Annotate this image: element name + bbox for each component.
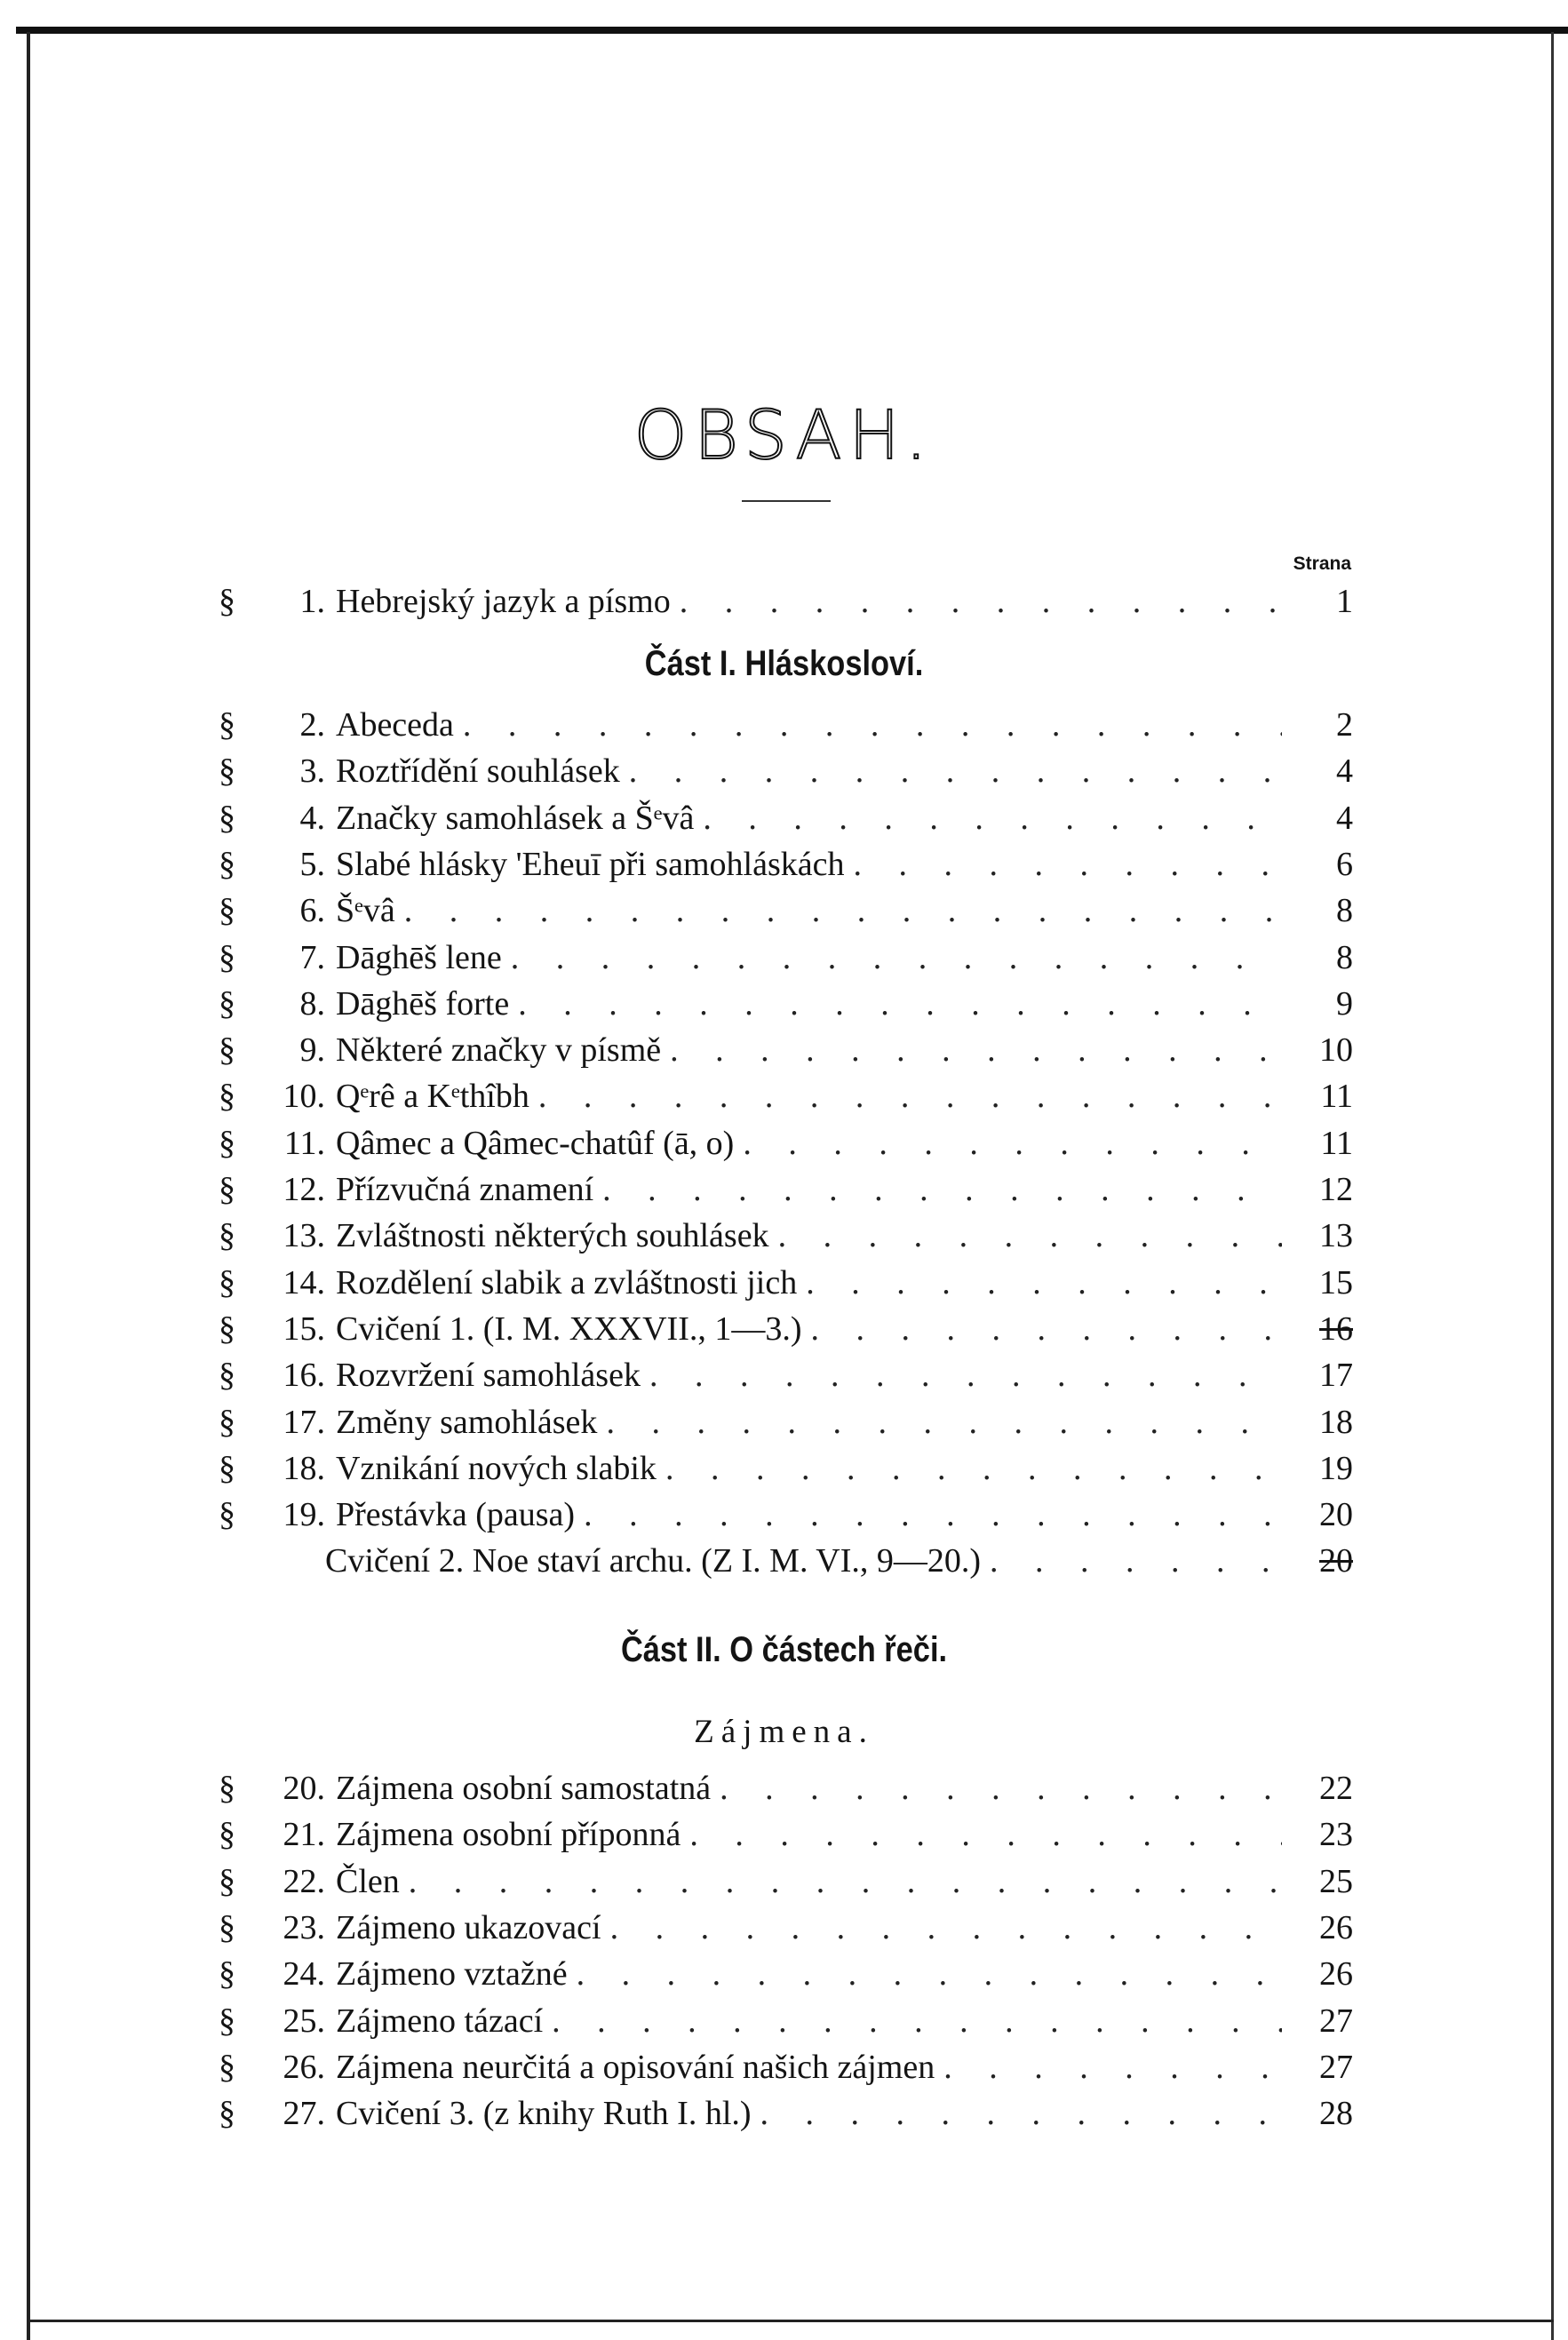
dot-leader [552,1998,1282,2044]
toc-entry [219,1120,1353,1166]
dot-leader [404,887,1282,934]
toc-entry [219,1905,1353,1951]
section-symbol: § [219,984,235,1023]
dot-leader [629,748,1282,794]
dot-leader [584,1492,1282,1538]
section-symbol: § [219,1770,235,1807]
toc-entry-label: Člen [336,1862,400,1900]
dot-leader [665,1445,1282,1492]
dot-leader [649,1352,1282,1398]
toc-entry-page: 10 [1319,1031,1353,1070]
toc-entry-label: Zájmeno vztažné [336,1955,568,1994]
toc-entry-label: Zájmena osobní příponná [336,1816,681,1854]
dot-leader [689,1811,1282,1858]
toc-entry [219,1352,1353,1398]
toc-entry-label: Zájmena osobní samostatná [336,1770,712,1807]
toc-entry-number: 10. [283,1078,325,1116]
toc-entry-label: Značky samohlásek a Šᵉvâ [336,799,695,837]
toc-entry-number: 8. [299,984,325,1023]
toc-entry [219,1765,1353,1811]
dot-leader [409,1858,1282,1905]
toc-entry-number: 2. [299,706,325,744]
toc-entry-label: Vznikání nových slabik [336,1449,657,1487]
section-symbol: § [219,1403,235,1441]
toc-entry-label: Slabé hlásky 'Eheuī při samohláskách [336,845,845,883]
toc-entry-page: 18 [1319,1403,1353,1441]
toc-entry-number: 26. [283,2048,325,2086]
toc-entry-label: Šᵉvâ [336,892,395,930]
toc-entry-number: 11. [283,1124,325,1162]
toc-entry-number: 20. [283,1770,325,1807]
section-symbol: § [219,1309,235,1348]
toc-entry-number: 1. [299,583,325,620]
section-symbol: § [219,706,235,744]
toc-entry-label: Dāghēš lene [336,938,502,976]
toc-entry-page: 4 [1336,799,1353,837]
section-symbol: § [219,1496,235,1534]
toc-entry [219,1998,1353,2044]
dot-leader [811,1306,1282,1352]
toc-entry-page: 23 [1319,1816,1353,1854]
toc-entry-number: 22. [283,1862,325,1900]
toc-entry [219,1538,1353,1584]
toc-entry-number: 23. [283,1908,325,1946]
toc-entry [219,2090,1353,2137]
toc-entry-page: 19 [1319,1449,1353,1487]
toc-entry-label: Zájmena neurčitá a opisování našich zájmen [336,2048,935,2086]
toc-entry [219,887,1353,934]
dot-leader [538,1073,1282,1119]
toc-entry-page: 6 [1336,845,1353,883]
toc-entry [219,841,1353,887]
toc-entry [219,1858,1353,1905]
toc-entry-number: 27. [283,2095,325,2133]
dot-leader [577,1951,1282,1997]
part-heading: Část I. Hláskosloví. [644,644,924,683]
toc-entry-label: Některé značky v písmě [336,1031,662,1070]
subpart-heading: Zájmena. [694,1714,874,1750]
toc-entry-number: 7. [299,938,325,976]
dot-leader [760,2090,1282,2137]
dot-leader [778,1213,1282,1259]
toc-entry [219,1166,1353,1213]
toc-entry-page: 11 [1320,1124,1353,1162]
toc-entry-number: 4. [299,799,325,837]
toc-entry-page: 27 [1319,2002,1353,2040]
part-heading: Část II. O částech řeči. [620,1630,948,1669]
toc-entry-label: Zvláštnosti některých souhlásek [336,1217,769,1255]
toc-entry-number: 19. [283,1496,325,1534]
dot-leader [670,1027,1282,1073]
dot-leader [511,935,1282,981]
dot-leader [806,1260,1282,1306]
toc-entry-label: Cvičení 2. Noe staví archu. (Z I. M. VI., 9—20.) [325,1542,982,1580]
toc-entry [219,702,1353,748]
dot-leader [463,702,1282,748]
section-symbol: § [219,2095,235,2133]
toc-entry-label: Rozvržení samohlásek [336,1357,641,1395]
toc-entry-number: 24. [283,1955,325,1994]
section-symbol: § [219,1124,235,1162]
dot-leader [943,2044,1282,2090]
page-column-header: Strana [1293,553,1351,574]
toc-entry-page: 25 [1319,1862,1353,1900]
toc-entry-page: 13 [1319,1217,1353,1255]
section-symbol: § [219,1031,235,1070]
dot-leader [518,981,1282,1027]
dot-leader [602,1166,1282,1213]
toc-entry [219,578,1353,625]
toc-entry-number: 12. [283,1171,325,1208]
toc-entry [219,1073,1353,1119]
toc-entry [219,1951,1353,1997]
toc-entry-label: Abeceda [336,706,454,744]
toc-entry-page: 15 [1319,1263,1353,1301]
toc-entry [219,1213,1353,1259]
toc-entry-number: 21. [283,1816,325,1854]
toc-entry-page: 8 [1336,892,1353,930]
toc-entry-page: 12 [1319,1171,1353,1208]
toc-entry-page: 4 [1336,752,1353,791]
dot-leader [606,1399,1282,1445]
section-symbol: § [219,2048,235,2086]
toc-entry-number: 17. [283,1403,325,1441]
toc-entry-label: Zájmeno tázací [336,2002,544,2040]
toc-entry-label: Změny samohlásek [336,1403,598,1441]
toc-entry [219,1399,1353,1445]
toc-entry-page: 26 [1319,1908,1353,1946]
toc-entry-label: Cvičení 1. (I. M. XXXVII., 1—3.) [336,1309,802,1348]
toc-entry [219,935,1353,981]
toc-entry-number: 16. [283,1357,325,1395]
toc-entry-label: Cvičení 3. (z knihy Ruth I. hl.) [336,2095,752,2133]
section-symbol: § [219,1217,235,1255]
dot-leader [703,795,1282,841]
section-symbol: § [219,1816,235,1854]
toc-entry-label: Dāghēš forte [336,984,510,1023]
toc-entry-page: 27 [1319,2048,1353,2086]
toc-entry-label: Hebrejský jazyk a písmo [336,583,671,620]
section-symbol: § [219,1862,235,1900]
section-symbol: § [219,1357,235,1395]
toc-entry-number: 13. [283,1217,325,1255]
toc-entry-page: 16 [1319,1309,1353,1348]
toc-entry-label: Qᵉrê a Kᵉthîbh [336,1078,529,1116]
dot-leader [680,578,1282,625]
toc-entry-label: Roztřídění souhlásek [336,752,620,791]
dot-leader [720,1765,1282,1811]
toc-entry-page: 22 [1319,1770,1353,1807]
section-symbol: § [219,1171,235,1208]
toc-entry-page: 9 [1336,984,1353,1023]
section-symbol: § [219,938,235,976]
section-symbol: § [219,845,235,883]
toc-entry-number: 6. [299,892,325,930]
toc-entry-page: 2 [1336,706,1353,744]
section-symbol: § [219,892,235,930]
dot-leader [854,841,1283,887]
toc-entry-number: 25. [283,2002,325,2040]
dot-leader [743,1120,1282,1166]
toc-entry [219,981,1353,1027]
toc-entry-number: 14. [283,1263,325,1301]
toc-entry [219,1811,1353,1858]
toc-entry-number: 9. [299,1031,325,1070]
toc-entry-number: 18. [283,1449,325,1487]
toc-entry-page: 17 [1319,1357,1353,1395]
dot-leader [990,1538,1282,1584]
toc-entry-page: 8 [1336,938,1353,976]
toc-entry [219,1445,1353,1492]
dot-leader [610,1905,1282,1951]
toc-entry-label: Qâmec a Qâmec-chatûf (ā, o) [336,1124,735,1162]
toc-entry [219,748,1353,794]
toc-entry-page: 28 [1319,2095,1353,2133]
section-symbol: § [219,752,235,791]
toc-entry-label: Zájmeno ukazovací [336,1908,601,1946]
toc-entry [219,1027,1353,1073]
section-symbol: § [219,583,235,620]
section-symbol: § [219,2002,235,2040]
toc-entry-label: Přestávka (pausa) [336,1496,576,1534]
toc-entry-number: 5. [299,845,325,883]
section-symbol: § [219,1263,235,1301]
toc-entry-number: 15. [283,1309,325,1348]
section-symbol: § [219,1908,235,1946]
toc-entry-page: 11 [1320,1078,1353,1116]
toc-entry [219,1306,1353,1352]
toc-entry [219,795,1353,841]
toc-entry [219,2044,1353,2090]
toc-entry-number: 3. [299,752,325,791]
section-symbol: § [219,799,235,837]
page-title: OBSAH. [633,395,935,474]
toc-entry-label: Přízvučná znamení [336,1171,594,1208]
toc-entry-page: 26 [1319,1955,1353,1994]
toc-entry [219,1260,1353,1306]
section-symbol: § [219,1078,235,1116]
toc-entry-label: Rozdělení slabik a zvláštnosti jich [336,1263,798,1301]
toc-entry-page: 1 [1336,583,1353,620]
toc-entry-page: 20 [1319,1542,1353,1580]
section-symbol: § [219,1449,235,1487]
toc-entry-page: 20 [1319,1496,1353,1534]
toc-entry [219,1492,1353,1538]
section-symbol: § [219,1955,235,1994]
